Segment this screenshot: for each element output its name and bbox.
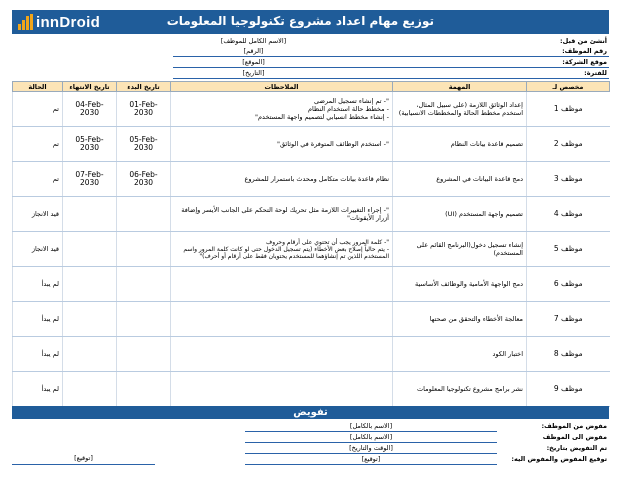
- task-cell[interactable]: نشر برامج مشروع تكنولوجيا المعلومات: [393, 372, 527, 407]
- notes-cell[interactable]: "- استخدم الوظائف المتوفرة في الوثائق": [171, 127, 393, 162]
- start-date-cell[interactable]: 05-Feb-2030: [117, 127, 171, 162]
- end-date-cell[interactable]: [63, 267, 117, 302]
- table-row: [13, 197, 610, 232]
- col-end-date: تاريخ الانتهاء: [63, 82, 117, 92]
- start-date-cell[interactable]: [117, 337, 171, 372]
- table-row: [13, 127, 610, 162]
- authorization-title: تفويض: [12, 406, 609, 419]
- signature-2-value[interactable]: [توقيع]: [245, 454, 497, 465]
- col-notes: الملاحظات: [171, 82, 393, 92]
- status-cell[interactable]: قيد الانجاز: [13, 232, 63, 267]
- col-task: المهمة: [393, 82, 527, 92]
- end-date-cell[interactable]: [63, 302, 117, 337]
- table-row: [13, 372, 610, 407]
- notes-cell[interactable]: [171, 337, 393, 372]
- status-cell[interactable]: تم: [13, 162, 63, 197]
- task-cell[interactable]: دمج الواجهة الأمامية والوظائف الأساسية: [393, 267, 527, 302]
- end-date-cell[interactable]: [63, 372, 117, 407]
- employee-id-label: رقم الموظف:: [495, 46, 609, 57]
- assignee-cell[interactable]: موظف 1: [527, 92, 610, 127]
- status-cell[interactable]: تم: [13, 92, 63, 127]
- location-value[interactable]: [الموقع]: [173, 57, 334, 68]
- created-by-label: أنشئ من قبل:: [560, 36, 607, 45]
- task-cell[interactable]: إنشاء تسجيل دخول(البرنامج القائم على المستخدم): [393, 232, 527, 267]
- page-title: توزيع مهام اعداد مشروع تكنولوجيا المعلومات: [166, 14, 434, 28]
- logo-bars-icon: [18, 14, 34, 30]
- table-row: [13, 337, 610, 372]
- delegation-date-label: تم التفويض بتاريخ:: [546, 443, 608, 452]
- start-date-cell[interactable]: [117, 197, 171, 232]
- status-cell[interactable]: لم يبدأ: [13, 372, 63, 407]
- task-cell[interactable]: اختبار الكود: [393, 337, 527, 372]
- end-date-cell[interactable]: [63, 197, 117, 232]
- table-row: [13, 302, 610, 337]
- employee-id-value[interactable]: [الرقم]: [173, 46, 334, 57]
- delegation-date-value[interactable]: [الوقت والتاريخ]: [245, 443, 497, 454]
- signature-1-value[interactable]: [توقيع]: [12, 454, 155, 465]
- end-date-cell[interactable]: [63, 232, 117, 267]
- delegated-from-label: مفوض من الموظف:: [541, 421, 608, 430]
- assignee-cell[interactable]: موظف 8: [527, 337, 610, 372]
- notes-cell[interactable]: "- تم إنشاء تسجيل المرضى - مخطط حالة استخدام النظام - إنشاء مخطط انسيابي لتصميم واجهة المستخدم": [171, 92, 393, 127]
- assignee-cell[interactable]: موظف 2: [527, 127, 610, 162]
- notes-cell[interactable]: [171, 302, 393, 337]
- table-row: [13, 92, 610, 127]
- tasks-table: [12, 81, 610, 407]
- assignee-cell[interactable]: موظف 9: [527, 372, 610, 407]
- end-date-cell[interactable]: 07-Feb-2030: [63, 162, 117, 197]
- page-header: [12, 10, 609, 34]
- assignee-cell[interactable]: موظف 4: [527, 197, 610, 232]
- notes-cell[interactable]: "- إجراء التغييرات اللازمة مثل تحريك لوحة التحكم على الجانب الأيسر وإضافة أزرار الأيقونات": [171, 197, 393, 232]
- task-cell[interactable]: تصميم قاعدة بيانات النظام: [393, 127, 527, 162]
- status-cell[interactable]: لم يبدأ: [13, 302, 63, 337]
- status-cell[interactable]: لم يبدأ: [13, 267, 63, 302]
- logo: [18, 12, 100, 32]
- assignee-cell[interactable]: موظف 6: [527, 267, 610, 302]
- table-row: [13, 267, 610, 302]
- delegated-to-value[interactable]: [الاسم بالكامل]: [245, 432, 497, 443]
- authorization-section: [12, 421, 609, 465]
- assignee-cell[interactable]: موظف 7: [527, 302, 610, 337]
- start-date-cell[interactable]: 06-Feb-2030: [117, 162, 171, 197]
- col-assignee: مخصص لـ: [527, 82, 610, 92]
- assignee-cell[interactable]: موظف 3: [527, 162, 610, 197]
- end-date-cell[interactable]: [63, 337, 117, 372]
- created-by-value[interactable]: [الاسم الكامل للموظف]: [220, 36, 287, 45]
- notes-cell[interactable]: "- كلمة المرور يجب أن تحتوي على أرقام وحروف - يتم حالياً إصلاح بعض الأخطاء (يتم تسجيل الدخول حتى لو كانت كلمة المرور واسم المستخدم اللذين تم إنشاؤهما للمستخدم يحتويان فقط على أرقام أو أحرف)": [171, 232, 393, 267]
- start-date-cell[interactable]: [117, 232, 171, 267]
- start-date-cell[interactable]: [117, 302, 171, 337]
- end-date-cell[interactable]: 05-Feb-2030: [63, 127, 117, 162]
- status-cell[interactable]: قيد الانجاز: [13, 197, 63, 232]
- logo-text: innDroid: [36, 13, 101, 31]
- col-start-date: تاريخ البدء: [117, 82, 171, 92]
- status-cell[interactable]: لم يبدأ: [13, 337, 63, 372]
- status-cell[interactable]: تم: [13, 127, 63, 162]
- table-row: [13, 232, 610, 267]
- end-date-cell[interactable]: 04-Feb-2030: [63, 92, 117, 127]
- delegated-to-label: مفوض الى الموظف: [542, 432, 608, 441]
- table-header-row: [13, 82, 610, 92]
- location-label: موقع الشركة:: [495, 57, 609, 68]
- col-status: الحالة: [13, 82, 63, 92]
- task-cell[interactable]: تصميم واجهة المستخدم (UI): [393, 197, 527, 232]
- notes-cell[interactable]: نظام قاعدة بيانات متكامل ومحدث باستمرار للمشروع: [171, 162, 393, 197]
- table-row: [13, 162, 610, 197]
- task-cell[interactable]: إعداد الوثائق اللازمة (على سبيل المثال، استخدم مخطط الحالة والمخططات الانسيابية): [393, 92, 527, 127]
- period-value[interactable]: [التاريخ]: [173, 68, 334, 79]
- period-label: للفترة:: [495, 68, 609, 79]
- start-date-cell[interactable]: 01-Feb-2030: [117, 92, 171, 127]
- task-cell[interactable]: معالجة الأخطاء والتحقق من صحتها: [393, 302, 527, 337]
- notes-cell[interactable]: [171, 372, 393, 407]
- info-section: [12, 36, 609, 79]
- assignee-cell[interactable]: موظف 5: [527, 232, 610, 267]
- start-date-cell[interactable]: [117, 372, 171, 407]
- notes-cell[interactable]: [171, 267, 393, 302]
- task-cell[interactable]: دمج قاعدة البيانات في المشروع: [393, 162, 527, 197]
- delegated-from-value[interactable]: [الاسم بالكامل]: [245, 421, 497, 432]
- start-date-cell[interactable]: [117, 267, 171, 302]
- signature-label: توقيع المفوض والمفوض اليه:: [511, 454, 608, 463]
